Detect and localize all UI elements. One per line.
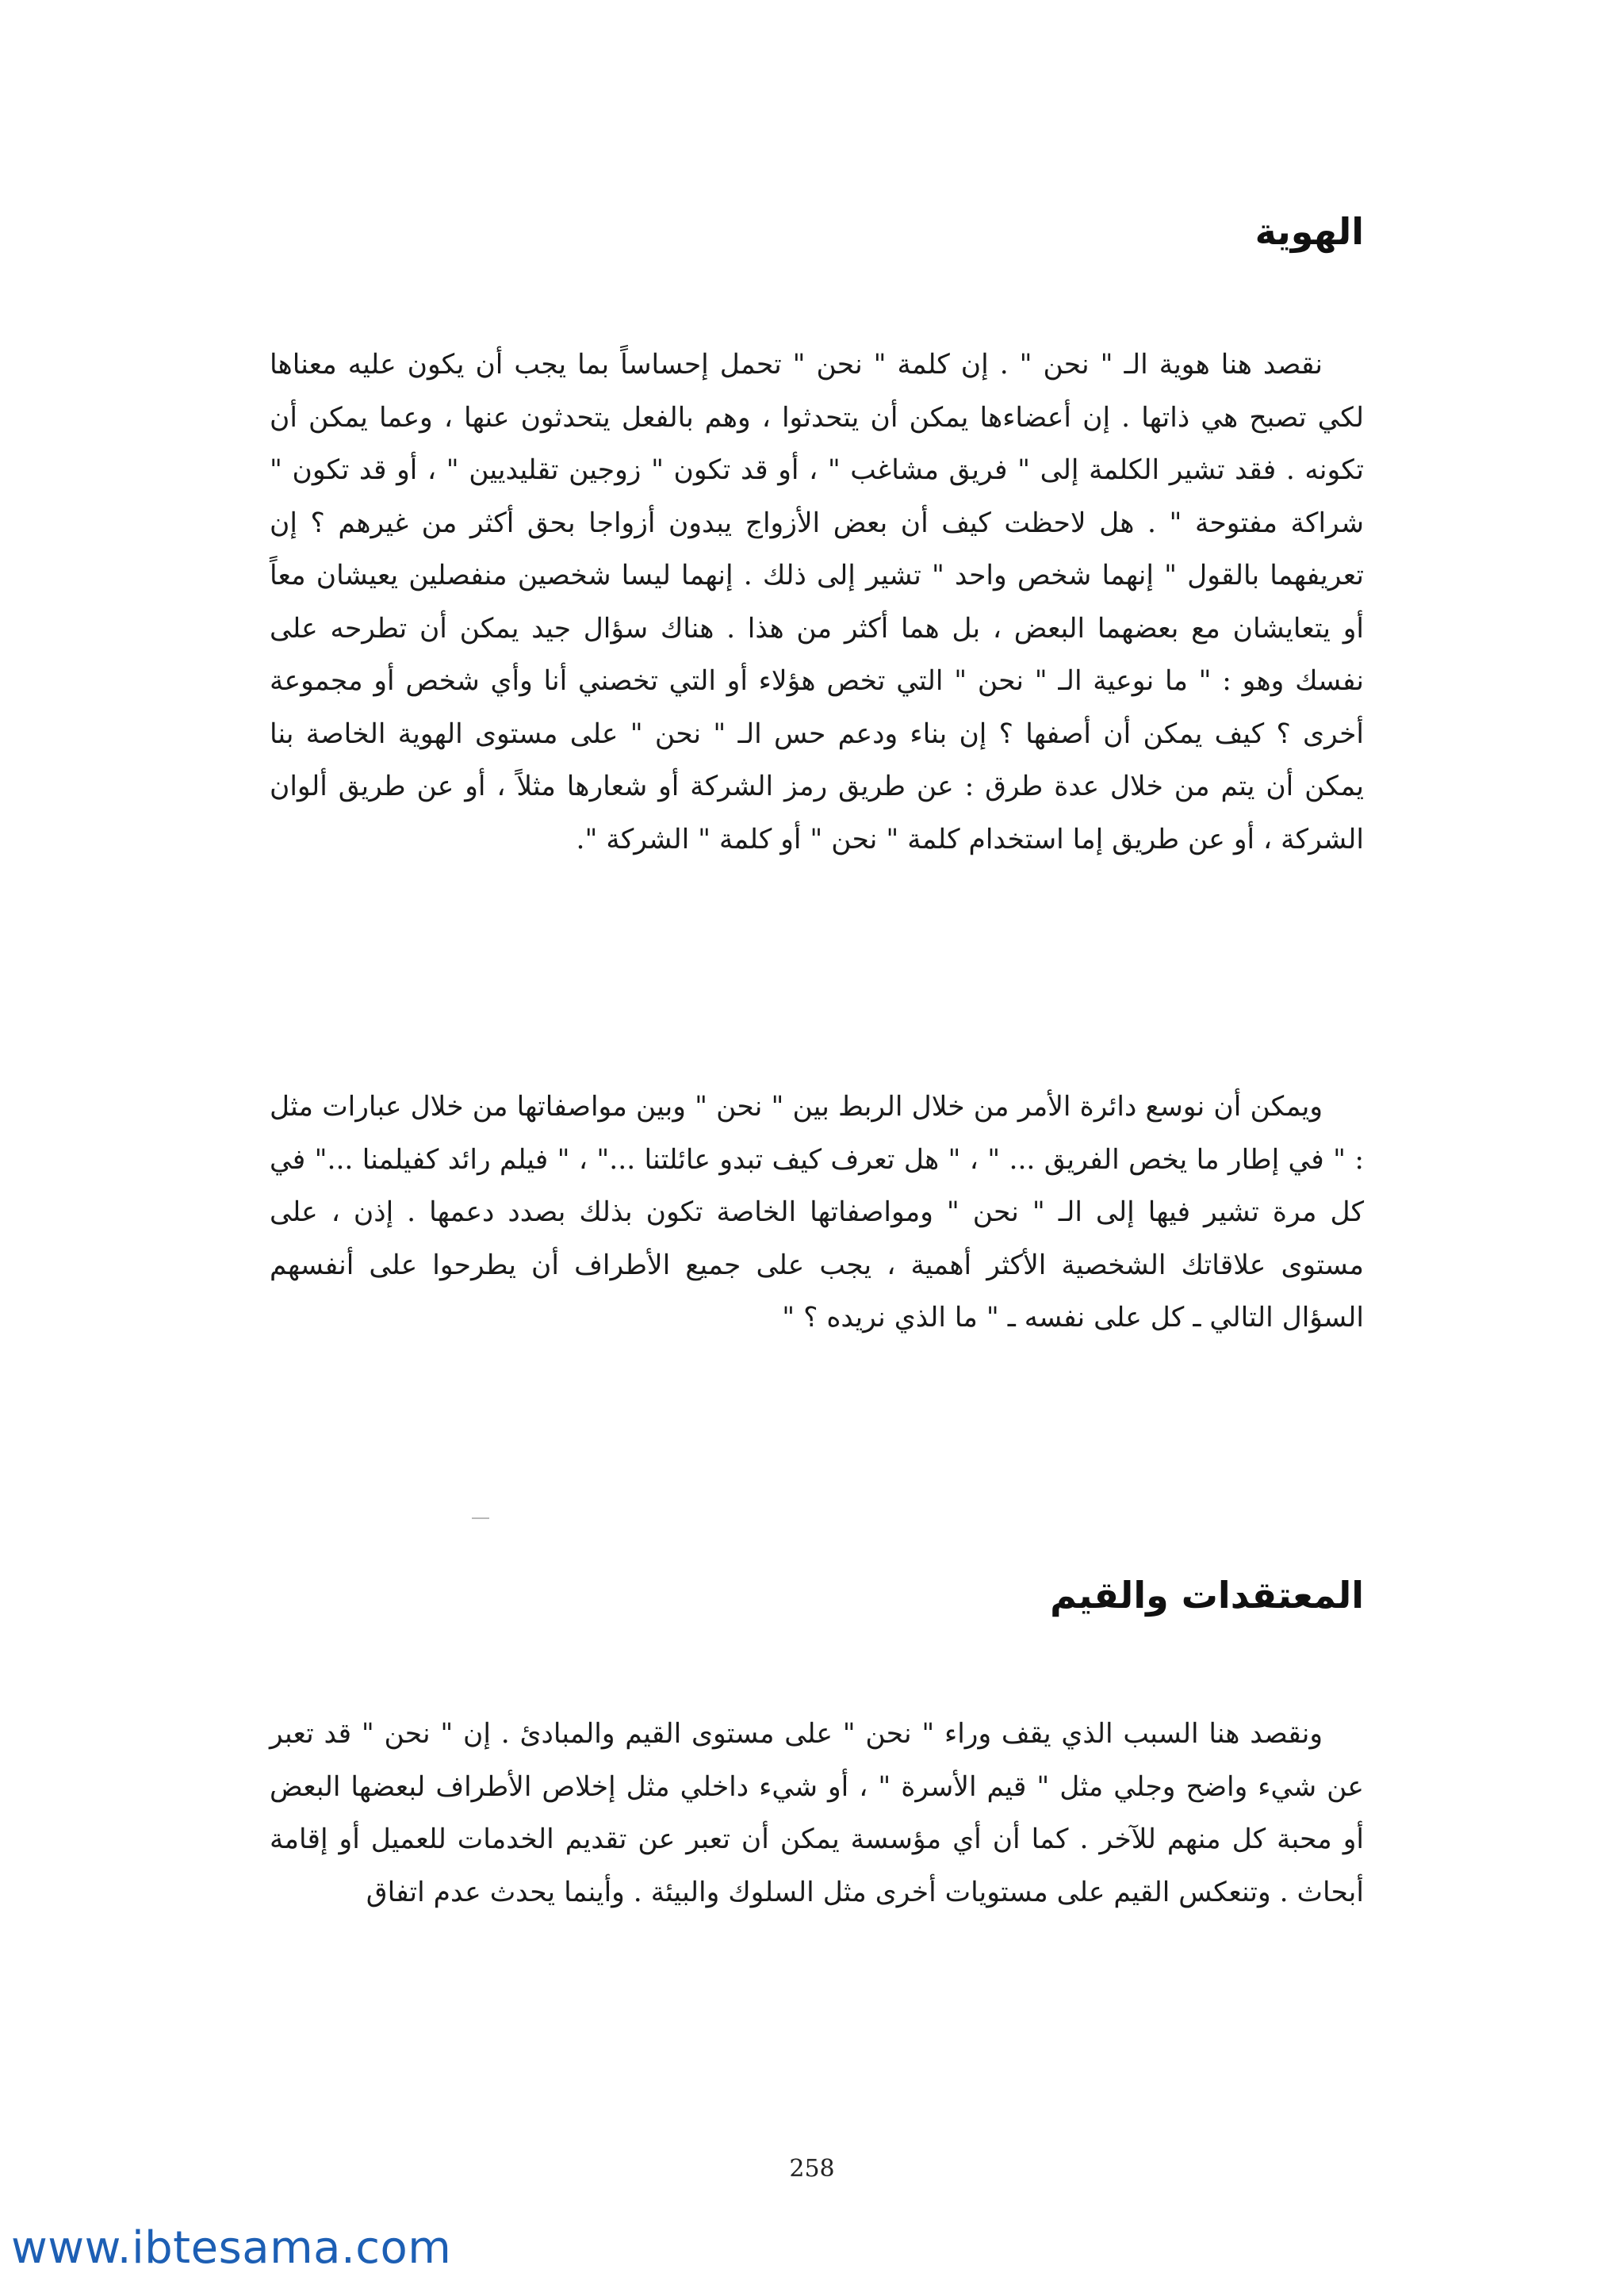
site-watermark: www.ibtesama.com [11,2222,452,2274]
identity-paragraph-2: ويمكن أن نوسع دائرة الأمر من خلال الربط بين " نحن " وبين مواصفاتها من خلال عبارات مثل : " في إطار ما يخص الفريق ... " ، " هل تعرف كيف تبدو عائلتنا ..." ، " فيلم رائد كفيلمنا ..." في كل مرة تشير فيها إلى الـ " نحن " ومواصفاتها الخاصة تكون بذلك بصدد دعمها . إذن ، على مستوى علاقاتك الشخصية الأكثر أهمية ، يجب على جميع الأطراف أن يطرحوا على أنفسهم السؤال التالي ـ كل على نفسه ـ " ما الذي نريده ؟ " [270,1091,1364,1334]
section-heading-identity: الهوية [1254,210,1364,253]
page-number: 258 [789,2155,835,2183]
identity-paragraph-1: نقصد هنا هوية الـ " نحن " . إن كلمة " نحن " تحمل إحساساً بما يجب أن يكون عليه معناها لكي تصبح هي ذاتها . إن أعضاءها يمكن أن يتحدثوا ، وهم بالفعل يتحدثون عنها ، وعما يمكن أن تكونه . فقد تشير الكلمة إلى " فريق مشاغب " ، أو قد تكون " زوجين تقليديين " ، أو قد تكون " شراكة مفتوحة " . هل لاحظت كيف أن بعض الأزواج يبدون أزواجا بحق أكثر من غيرهم ؟ إن تعريفهما بالقول " إنهما شخص واحد " تشير إلى ذلك . إنهما ليسا شخصين منفصلين يعيشان معاً أو يتعايشان مع بعضهما البعض ، بل هما أكثر من هذا . هناك سؤال جيد يمكن أن تطرحه على نفسك وهو : " ما نوعية الـ " نحن " التي تخص هؤلاء أو التي تخصني أنا وأي شخص أو مجموعة أخرى ؟ كيف يمكن أن أصفها ؟ إن بناء ودعم حس الـ " نحن " على مستوى الهوية الخاصة بنا يمكن أن يتم من خلال عدة طرق : عن طريق رمز الشركة أو شعارها مثلاً ، أو عن طريق ألوان الشركة ، أو عن طريق إما استخدام كلمة " نحن " أو كلمة " الشركة ". [270,349,1364,855]
beliefs-paragraph-1: ونقصد هنا السبب الذي يقف وراء " نحن " على مستوى القيم والمبادئ . إن " نحن " قد تعبر عن شيء واضح وجلي مثل " قيم الأسرة " ، أو شيء داخلي مثل إخلاص الأطراف لبعضها البعض أو محبة كل منهم للآخر . كما أن أي مؤسسة يمكن أن تعبر عن تقديم الخدمات للعميل أو إقامة أبحاث . وتنعكس القيم على مستويات أخرى مثل السلوك والبيئة . وأينما يحدث عدم اتفاق [270,1718,1364,1908]
section-heading-beliefs-values: المعتقدات والقيم [1050,1574,1364,1617]
scan-artifact-mark [472,1517,489,1519]
